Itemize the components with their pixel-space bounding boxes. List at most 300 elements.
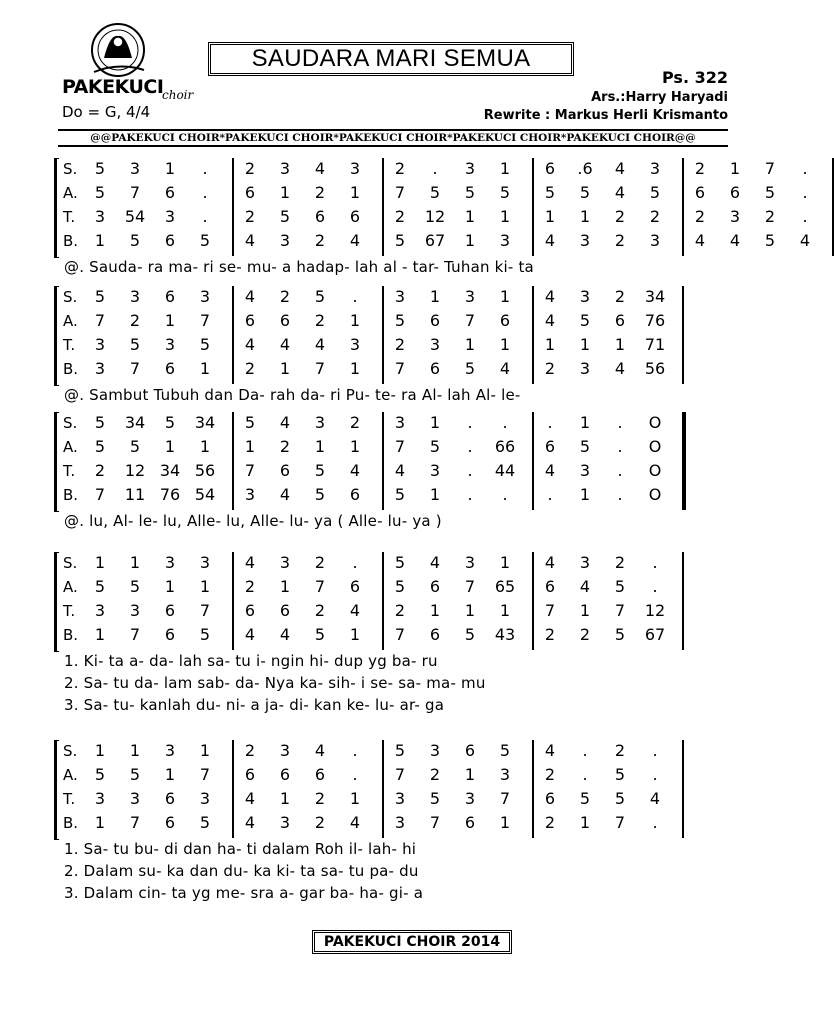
note: 6 [314, 207, 326, 226]
voice-row [0, 484, 768, 508]
note: 4 [499, 359, 511, 378]
note: 3 [394, 813, 406, 832]
voice-label: T. [63, 462, 76, 480]
note: 3 [314, 413, 326, 432]
note: 3 [129, 601, 141, 620]
note: 5 [614, 577, 626, 596]
note: 4 [314, 741, 326, 760]
voice-label: A. [63, 184, 78, 202]
note: 1 [279, 359, 291, 378]
note: 7 [614, 813, 626, 832]
note: . [617, 485, 623, 504]
note: 2 [394, 207, 406, 226]
note: 6 [464, 741, 476, 760]
voice-row [0, 286, 768, 310]
note: 1 [164, 159, 176, 178]
note: 5 [94, 413, 106, 432]
voice-label: T. [63, 336, 76, 354]
note: 5 [129, 231, 141, 250]
note: 4 [279, 335, 291, 354]
footer-label: PAKEKUCI CHOIR 2014 [312, 930, 512, 954]
lyric-line: 2. Sa- tu da- lam sab- da- Nya ka- sih- i se- sa- ma- mu [64, 674, 486, 692]
note: 3 [94, 789, 106, 808]
voice-row [0, 788, 768, 812]
note: 2 [579, 625, 591, 644]
note: 1 [429, 601, 441, 620]
note: 1 [129, 741, 141, 760]
note: 7 [94, 311, 106, 330]
note: 5 [199, 625, 211, 644]
note: 44 [494, 461, 516, 480]
note: . [352, 741, 358, 760]
voice-label: A. [63, 766, 78, 784]
note: O [648, 485, 662, 504]
barline [232, 552, 234, 650]
note: 5 [394, 741, 406, 760]
note: 34 [159, 461, 181, 480]
note: . [352, 553, 358, 572]
note: 1 [499, 159, 511, 178]
note: 7 [199, 311, 211, 330]
note: 5 [764, 183, 776, 202]
end-barline [682, 552, 684, 650]
note: 4 [544, 287, 556, 306]
note: . [202, 207, 208, 226]
note: 5 [544, 183, 556, 202]
note: . [352, 287, 358, 306]
note: 4 [244, 287, 256, 306]
note: 1 [349, 437, 361, 456]
note: 56 [644, 359, 666, 378]
note: 2 [244, 159, 256, 178]
barline [232, 286, 234, 384]
note: 3 [394, 789, 406, 808]
song-title: SAUDARA MARI SEMUA [208, 42, 574, 76]
note: 1 [279, 577, 291, 596]
note: 4 [394, 461, 406, 480]
note: 76 [159, 485, 181, 504]
note: 3 [164, 207, 176, 226]
note: 4 [544, 231, 556, 250]
note: 3 [199, 553, 211, 572]
note: 2 [314, 813, 326, 832]
note: 1 [199, 437, 211, 456]
note: 5 [199, 335, 211, 354]
note: 3 [649, 231, 661, 250]
note: 2 [614, 287, 626, 306]
note: 7 [394, 765, 406, 784]
note: 54 [124, 207, 146, 226]
note: 1 [499, 287, 511, 306]
note: 7 [394, 625, 406, 644]
note: 1 [579, 601, 591, 620]
note: 1 [544, 335, 556, 354]
voice-row [0, 158, 808, 182]
voice-label: A. [63, 578, 78, 596]
barline [382, 412, 384, 510]
note: 2 [94, 461, 106, 480]
note: 7 [429, 813, 441, 832]
note: 2 [544, 625, 556, 644]
note: 3 [279, 741, 291, 760]
note: 2 [314, 231, 326, 250]
note: 2 [544, 765, 556, 784]
note: 3 [199, 789, 211, 808]
choir-banner: @@PAKEKUCI CHOIR*PAKEKUCI CHOIR*PAKEKUCI CHOIR*PAKEKUCI CHOIR*PAKEKUCI CHOIR@@ [58, 129, 728, 147]
note: 1 [579, 413, 591, 432]
note: . [617, 437, 623, 456]
note: 6 [349, 485, 361, 504]
note: 5 [244, 413, 256, 432]
note: 4 [314, 335, 326, 354]
note: 4 [579, 577, 591, 596]
note: 2 [244, 577, 256, 596]
note: 6 [279, 765, 291, 784]
note: 4 [279, 625, 291, 644]
note: 3 [129, 287, 141, 306]
note: 6 [349, 207, 361, 226]
note: 3 [429, 461, 441, 480]
note: 3 [499, 231, 511, 250]
note: 6 [544, 789, 556, 808]
note: 3 [244, 485, 256, 504]
note: 5 [129, 437, 141, 456]
barline [232, 412, 234, 510]
note: 4 [544, 553, 556, 572]
note: 6 [349, 577, 361, 596]
voice-label: B. [63, 232, 79, 250]
note: . [802, 207, 808, 226]
note: 5 [314, 461, 326, 480]
note: 1 [199, 359, 211, 378]
note: 5 [394, 231, 406, 250]
note: 4 [429, 553, 441, 572]
note: 4 [279, 413, 291, 432]
note: 5 [94, 437, 106, 456]
note: 7 [394, 183, 406, 202]
note: 6 [164, 789, 176, 808]
note: 1 [94, 625, 106, 644]
note: 4 [349, 601, 361, 620]
note: 2 [614, 231, 626, 250]
note: . [547, 485, 553, 504]
note: 3 [94, 359, 106, 378]
note: 5 [164, 413, 176, 432]
note: 5 [129, 577, 141, 596]
logo-name: PAKEKUCI [62, 76, 164, 98]
voice-row [0, 552, 768, 576]
note: 5 [579, 311, 591, 330]
note: 6 [164, 359, 176, 378]
note: 1 [579, 485, 591, 504]
barline [382, 158, 384, 256]
note: 1 [349, 311, 361, 330]
voice-row [0, 764, 768, 788]
note: 1 [164, 311, 176, 330]
end-barline [682, 740, 684, 838]
note: 6 [279, 461, 291, 480]
note: . [502, 485, 508, 504]
note: 4 [314, 159, 326, 178]
note: 6 [164, 287, 176, 306]
note: 1 [579, 813, 591, 832]
note: 7 [129, 359, 141, 378]
note: . [802, 183, 808, 202]
note: 7 [464, 577, 476, 596]
note: 2 [429, 765, 441, 784]
note: O [648, 461, 662, 480]
barline [532, 158, 534, 256]
note: 1 [499, 207, 511, 226]
note: 1 [349, 789, 361, 808]
voice-row [0, 310, 768, 334]
note: 3 [464, 287, 476, 306]
note: 4 [349, 461, 361, 480]
barline [382, 740, 384, 838]
note: 2 [394, 159, 406, 178]
note: 3 [349, 159, 361, 178]
note: 1 [499, 813, 511, 832]
note: 2 [544, 813, 556, 832]
lyric-line: 3. Dalam cin- ta yg me- sra a- gar ba- ha- gi- a [64, 884, 424, 902]
note: 5 [429, 437, 441, 456]
barline [532, 740, 534, 838]
choir-emblem-icon [80, 22, 154, 78]
note: 2 [244, 207, 256, 226]
note: 1 [94, 553, 106, 572]
note: 1 [349, 625, 361, 644]
note: 12 [644, 601, 666, 620]
note: 34 [124, 413, 146, 432]
voice-label: S. [63, 288, 78, 306]
note: 1 [199, 741, 211, 760]
note: 11 [124, 485, 146, 504]
note: 1 [544, 207, 556, 226]
note: 5 [94, 287, 106, 306]
choir-logo [62, 22, 202, 102]
voice-label: T. [63, 790, 76, 808]
note: 5 [199, 231, 211, 250]
note: 2 [694, 207, 706, 226]
note: 2 [314, 601, 326, 620]
lyric-line: 1. Ki- ta a- da- lah sa- tu i- ngin hi- dup yg ba- ru [64, 652, 438, 670]
voice-row [0, 600, 768, 624]
note: 3 [164, 553, 176, 572]
barline [532, 552, 534, 650]
note: . [652, 741, 658, 760]
note: 1 [279, 789, 291, 808]
note: O [648, 437, 662, 456]
note: 7 [764, 159, 776, 178]
note: 6 [244, 183, 256, 202]
voice-row [0, 358, 768, 382]
note: 3 [579, 359, 591, 378]
note: 1 [349, 359, 361, 378]
note: 3 [279, 159, 291, 178]
note: 1 [94, 741, 106, 760]
note: 1 [164, 765, 176, 784]
note: 7 [199, 601, 211, 620]
note: 7 [499, 789, 511, 808]
barline [232, 158, 234, 256]
note: 2 [394, 335, 406, 354]
note: 43 [494, 625, 516, 644]
barline [532, 412, 534, 510]
note: 5 [499, 183, 511, 202]
note: . [582, 765, 588, 784]
note: 3 [579, 231, 591, 250]
note: 1 [729, 159, 741, 178]
voice-label: A. [63, 312, 78, 330]
note: 1 [464, 601, 476, 620]
note: . [202, 183, 208, 202]
note: 3 [429, 335, 441, 354]
note: 4 [279, 485, 291, 504]
note: 3 [579, 461, 591, 480]
note: 6 [544, 159, 556, 178]
note: . [352, 765, 358, 784]
note: 1 [164, 437, 176, 456]
note: 2 [244, 359, 256, 378]
note: 7 [314, 359, 326, 378]
note: 7 [314, 577, 326, 596]
note: O [648, 413, 662, 432]
note: 2 [314, 553, 326, 572]
note: 2 [544, 359, 556, 378]
note: . [652, 577, 658, 596]
lyric-line: @. lu, Al- le- lu, Alle- lu, Alle- lu- ya ( Alle- lu- ya ) [64, 512, 442, 530]
note: 6 [429, 577, 441, 596]
note: 54 [194, 485, 216, 504]
note: . [432, 159, 438, 178]
note: 6 [244, 765, 256, 784]
note: 65 [494, 577, 516, 596]
note: 6 [279, 311, 291, 330]
note: 2 [764, 207, 776, 226]
note: 4 [649, 789, 661, 808]
note: 3 [129, 159, 141, 178]
note: 34 [194, 413, 216, 432]
note: 5 [579, 183, 591, 202]
note: 5 [314, 485, 326, 504]
note: 3 [94, 601, 106, 620]
note: 3 [129, 789, 141, 808]
note: 3 [94, 207, 106, 226]
note: . [802, 159, 808, 178]
note: 2 [349, 413, 361, 432]
note: 5 [129, 335, 141, 354]
note: 7 [394, 359, 406, 378]
note: 5 [429, 789, 441, 808]
note: 1 [464, 765, 476, 784]
note: 4 [544, 461, 556, 480]
barline [232, 740, 234, 838]
note: . [467, 413, 473, 432]
note: 5 [94, 159, 106, 178]
voice-row [0, 206, 808, 230]
voice-label: T. [63, 602, 76, 620]
note: 3 [464, 553, 476, 572]
note: 1 [429, 287, 441, 306]
note: 3 [279, 553, 291, 572]
lyric-line: 1. Sa- tu bu- di dan ha- ti dalam Roh il- lah- hi [64, 840, 417, 858]
note: 2 [314, 311, 326, 330]
note: 1 [499, 601, 511, 620]
note: 4 [544, 741, 556, 760]
barline [532, 286, 534, 384]
barline [382, 552, 384, 650]
note: 5 [614, 765, 626, 784]
note: 5 [314, 625, 326, 644]
note: 3 [464, 789, 476, 808]
header [0, 0, 768, 128]
note: 7 [614, 601, 626, 620]
note: 3 [199, 287, 211, 306]
note: 5 [94, 183, 106, 202]
psalm-number: Ps. 322 [661, 68, 728, 87]
arranger-credit: Ars.:Harry Haryadi [591, 90, 728, 105]
voice-row [0, 412, 768, 436]
note: 5 [429, 183, 441, 202]
note: 4 [544, 311, 556, 330]
note: 6 [429, 359, 441, 378]
note: 3 [579, 553, 591, 572]
note: 5 [464, 183, 476, 202]
note: 6 [314, 765, 326, 784]
note: . [502, 413, 508, 432]
note: 3 [164, 741, 176, 760]
note: 5 [199, 813, 211, 832]
note: 12 [424, 207, 446, 226]
note: 7 [544, 601, 556, 620]
note: 6 [429, 625, 441, 644]
note: .6 [577, 159, 593, 178]
note: 1 [349, 183, 361, 202]
note: 2 [314, 789, 326, 808]
note: 5 [614, 789, 626, 808]
note: 6 [464, 813, 476, 832]
voice-row [0, 740, 768, 764]
note: 6 [279, 601, 291, 620]
note: 1 [279, 183, 291, 202]
voice-label: S. [63, 414, 78, 432]
note: 12 [124, 461, 146, 480]
note: 4 [614, 359, 626, 378]
note: 7 [129, 813, 141, 832]
note: 1 [129, 553, 141, 572]
voice-label: S. [63, 160, 78, 178]
note: 5 [499, 741, 511, 760]
note: 3 [429, 741, 441, 760]
note: 7 [394, 437, 406, 456]
voice-row [0, 182, 808, 206]
note: 2 [394, 601, 406, 620]
note: 67 [424, 231, 446, 250]
note: . [467, 437, 473, 456]
rewrite-credit: Rewrite : Markus Herli Krismanto [483, 108, 728, 123]
note: 1 [464, 335, 476, 354]
note: 7 [244, 461, 256, 480]
lyric-line: 3. Sa- tu- kanlah du- ni- a ja- di- kan ke- lu- ar- ga [64, 696, 445, 714]
note: 6 [694, 183, 706, 202]
note: 7 [129, 183, 141, 202]
note: 6 [429, 311, 441, 330]
note: 4 [244, 813, 256, 832]
note: . [202, 159, 208, 178]
note: 3 [729, 207, 741, 226]
note: 3 [349, 335, 361, 354]
note: . [652, 553, 658, 572]
